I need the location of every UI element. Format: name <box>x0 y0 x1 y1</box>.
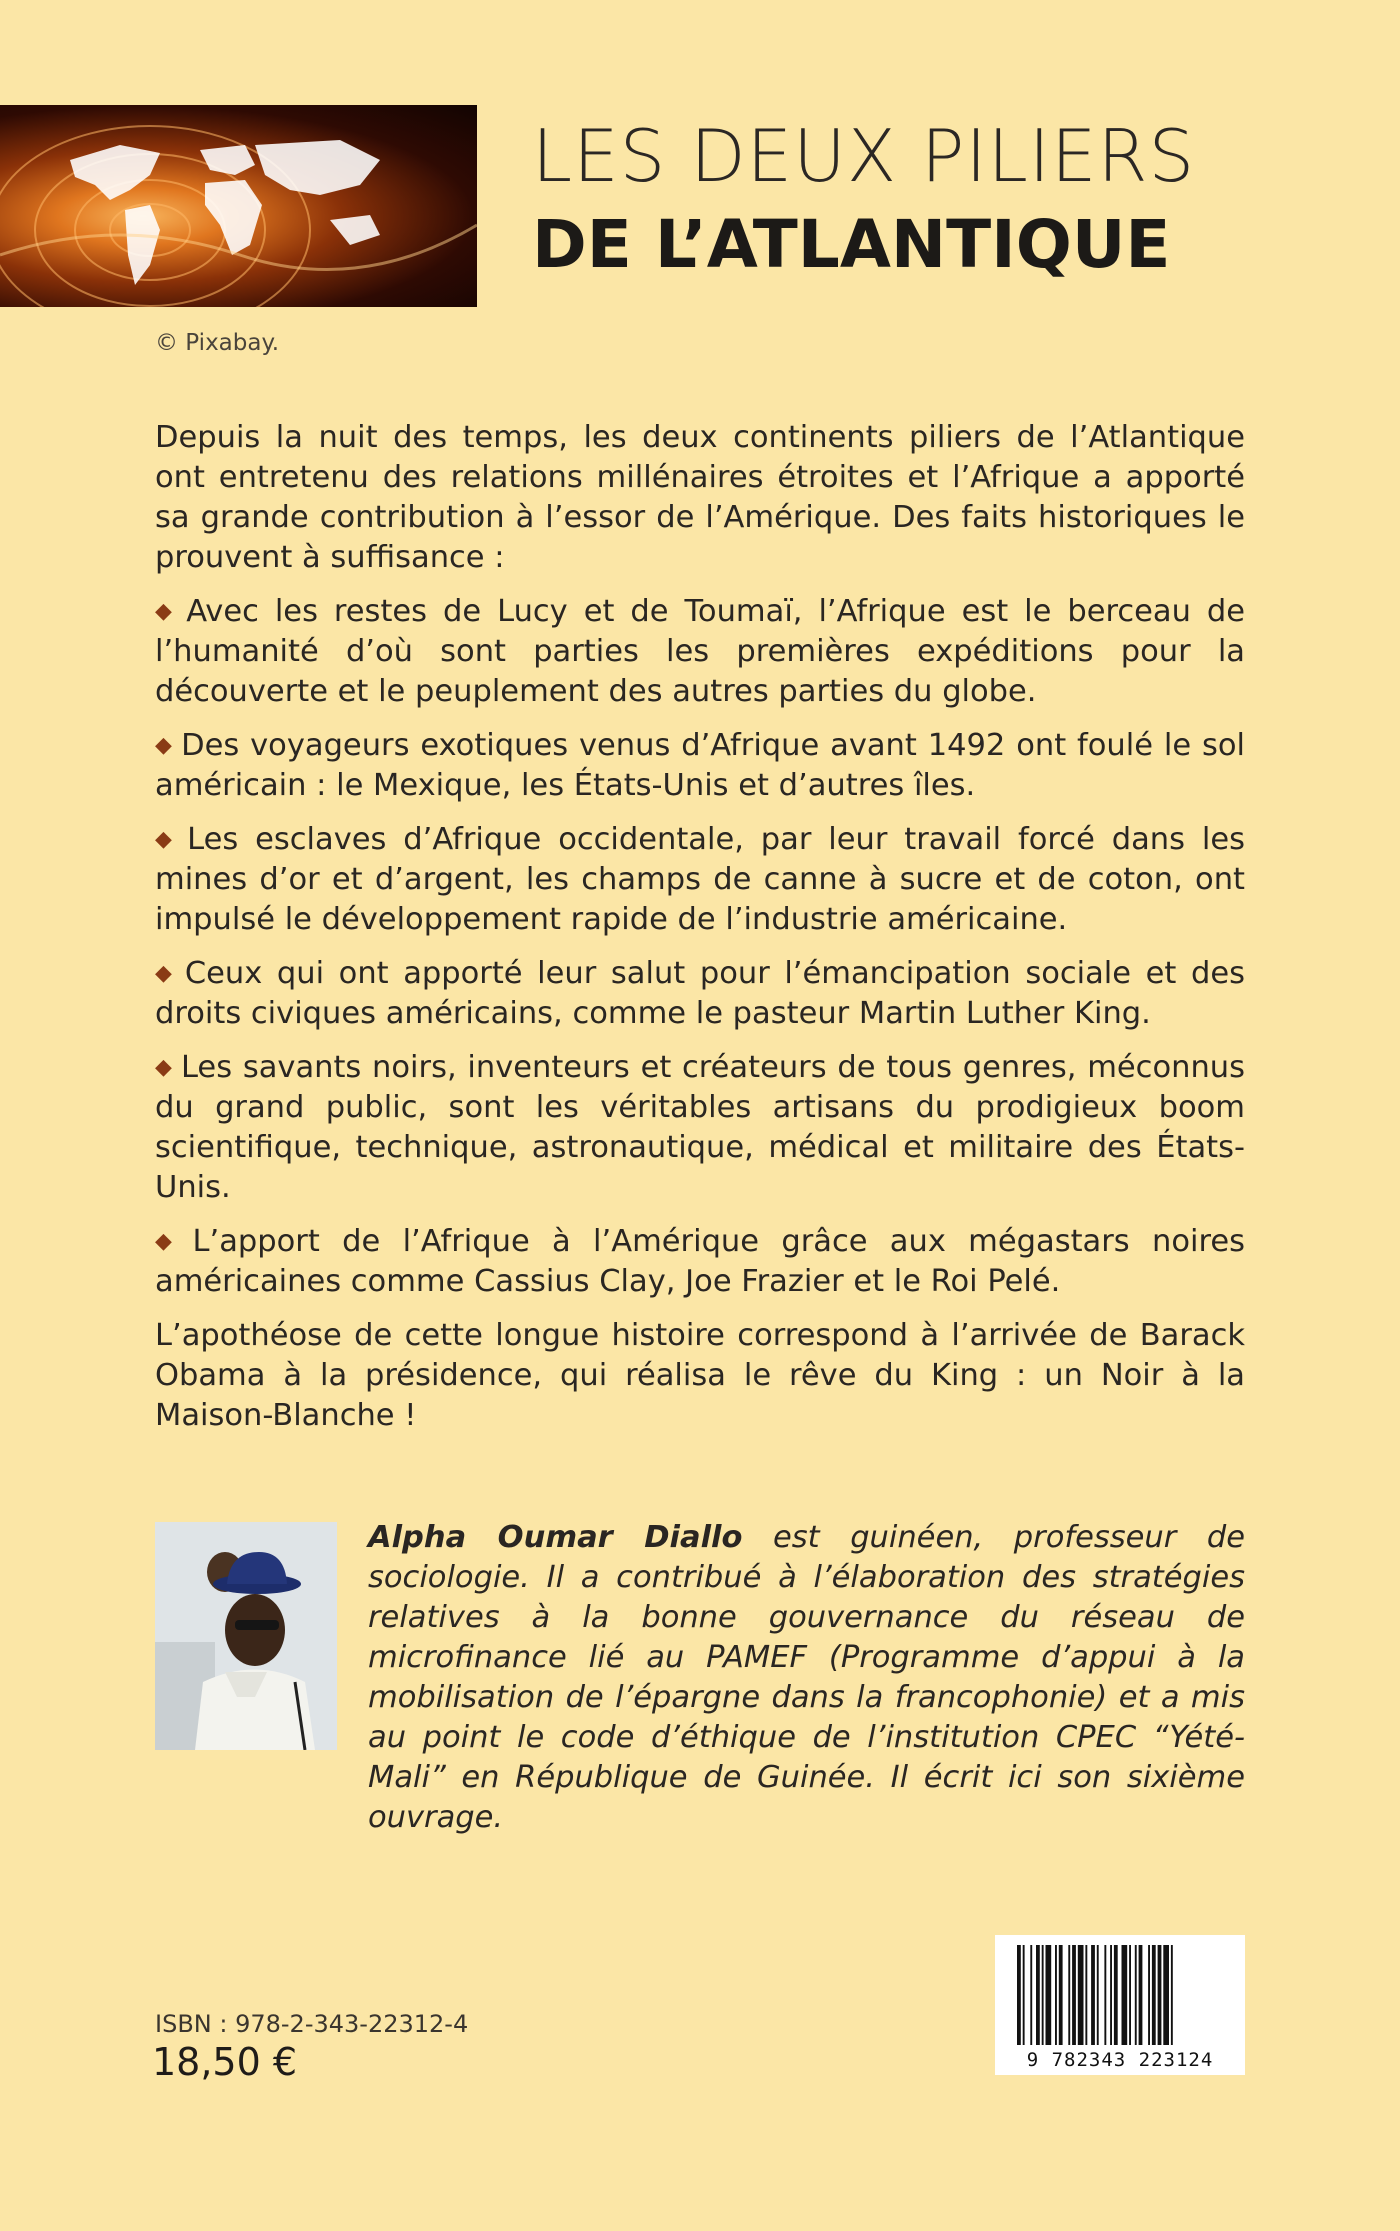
bullet-text: Les esclaves d’Afrique occidentale, par leur travail forcé dans les mines d’or et d’argent, les champs de canne à sucre et de coton, ont impulsé le développement rapide de l’industrie américaine. <box>155 822 1245 937</box>
barcode-bar <box>1148 1945 1150 2045</box>
diamond-icon: ◆ <box>155 827 180 852</box>
barcode-bar <box>1091 1945 1095 2045</box>
world-map-illustration <box>0 105 477 307</box>
barcode-bar <box>1139 1945 1143 2045</box>
barcode-bar <box>1017 1945 1021 2045</box>
barcode-bar <box>1078 1945 1084 2045</box>
bullet-text: Avec les restes de Lucy et de Toumaï, l’Afrique est le berceau de l’humanité d’où sont parties les premières expéditions pour la découverte et le peuplement des autres parties du globe. <box>155 594 1245 709</box>
diamond-icon: ◆ <box>155 961 177 986</box>
diamond-icon: ◆ <box>155 1229 185 1254</box>
barcode-digits: 9 782343 223124 <box>1026 2049 1214 2071</box>
summary-bullet <box>155 1222 1245 1302</box>
barcode-bar <box>1059 1945 1063 2045</box>
barcode-bar <box>1055 1945 1057 2045</box>
barcode-bar <box>1023 1945 1025 2045</box>
barcode-bar <box>1072 1945 1076 2045</box>
barcode-bar <box>1152 1945 1156 2045</box>
book-title-line2: DE L’ATLANTIQUE <box>532 206 1171 283</box>
barcode-bar <box>1097 1945 1099 2045</box>
author-portrait-illustration <box>155 1522 337 1750</box>
bullet-text: L’apport de l’Afrique à l’Amérique grâce aux mégastars noires américaines comme Cassius Clay, Joe Frazier et le Roi Pelé. <box>155 1224 1245 1299</box>
author-photo <box>155 1522 337 1750</box>
barcode-bar <box>1042 1945 1044 2045</box>
barcode-bar <box>1046 1945 1052 2045</box>
bullet-text: Ceux qui ont apporté leur salut pour l’émancipation sociale et des droits civiques américains, comme le pasteur Martin Luther King. <box>155 956 1246 1031</box>
barcode-bar <box>1114 1945 1118 2045</box>
summary-bullet <box>155 954 1245 1034</box>
diamond-icon: ◆ <box>155 733 174 758</box>
author-name: Alpha Oumar Diallo <box>368 1520 743 1555</box>
barcode-bar <box>1158 1945 1162 2045</box>
summary-bullet <box>155 592 1245 712</box>
summary-bullet <box>155 726 1245 806</box>
barcode-bar <box>1129 1945 1131 2045</box>
bullet-text: Des voyageurs exotiques venus d’Afrique avant 1492 ont foulé le sol américain : le Mexique, les États-Unis et d’autres îles. <box>155 728 1246 803</box>
barcode-bar <box>1104 1945 1106 2045</box>
diamond-icon: ◆ <box>155 599 179 624</box>
summary-intro: Depuis la nuit des temps, les deux continents piliers de l’Atlantique ont entretenu des relations millénaires étroites et l’Afrique a apporté sa grande contribution à l’essor de l’Amérique. Des faits historiques le prouvent à suffisance : <box>155 420 1245 575</box>
image-credit: © Pixabay. <box>155 330 280 356</box>
author-bio <box>368 1518 1245 1838</box>
price: 18,50 € <box>152 2040 298 2084</box>
barcode-bar <box>1030 1945 1032 2045</box>
summary-conclusion: L’apothéose de cette longue histoire correspond à l’arrivée de Barack Obama à la présidence, qui réalisa le rêve du King : un Noir à la Maison-Blanche ! <box>155 1318 1245 1433</box>
author-bio-text: est guinéen, professeur de sociologie. Il a contribué à l’élaboration des stratégies relatives à la bonne gouvernance du réseau de microfinance lié au PAMEF (Programme d’appui à la mobilisation de l’épargne dans la francophonie) et a mis au point le code d’éthique de l’institution CPEC “Yété-Mali” en République de Guinée. Il écrit ici son sixième ouvrage. <box>368 1520 1245 1835</box>
barcode-bar <box>1068 1945 1070 2045</box>
book-title-line1: LES DEUX PILIERS <box>532 114 1196 198</box>
barcode <box>995 1935 1245 2075</box>
bullet-text: Les savants noirs, inventeurs et créateurs de tous genres, méconnus du grand public, sont les véritables artisans du prodigieux boom scientifique, technique, astronautique, médical et militaire des États-Unis. <box>155 1050 1245 1205</box>
barcode-bar <box>1122 1945 1128 2045</box>
diamond-icon: ◆ <box>155 1055 173 1080</box>
cover-image <box>0 105 477 307</box>
summary-text <box>155 418 1245 1450</box>
summary-bullet <box>155 820 1245 940</box>
isbn: ISBN : 978-2-343-22312-4 <box>155 2010 469 2038</box>
summary-bullet <box>155 1048 1245 1208</box>
barcode-bar <box>1163 1945 1169 2045</box>
barcode-bar <box>1171 1945 1173 2045</box>
barcode-bar <box>1135 1945 1137 2045</box>
barcode-bar <box>1036 1945 1040 2045</box>
barcode-bar <box>1110 1945 1112 2045</box>
barcode-bar <box>1085 1945 1087 2045</box>
